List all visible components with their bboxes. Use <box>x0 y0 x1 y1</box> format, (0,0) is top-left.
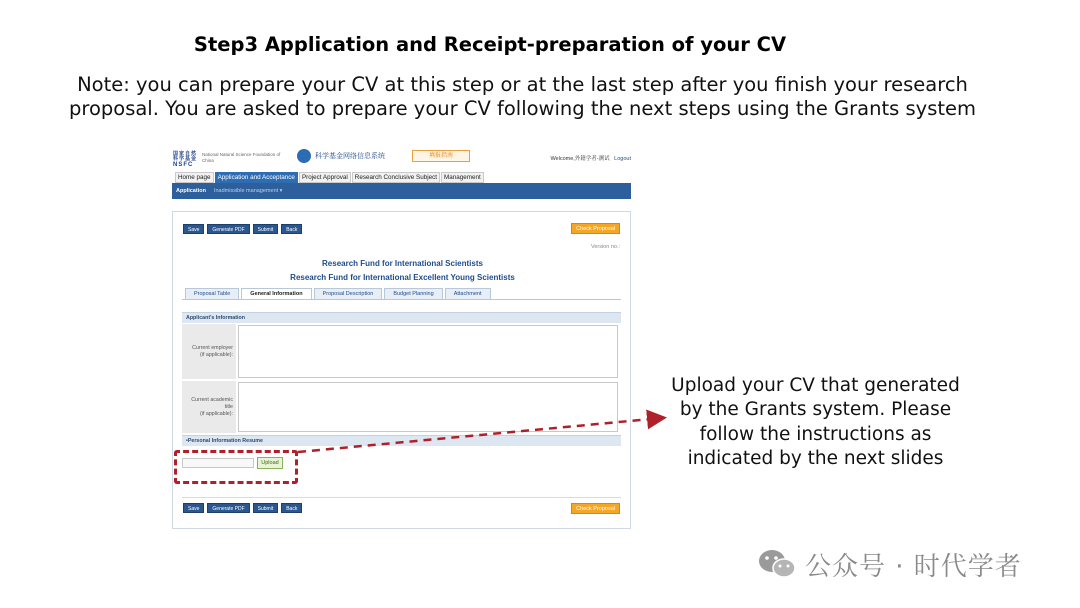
academic-title-textarea[interactable] <box>238 382 618 432</box>
nsfc-logo-icon <box>173 151 198 168</box>
logo-text: National Natural Science Foundation of China <box>202 152 281 163</box>
top-header <box>172 146 631 172</box>
nav-management[interactable]: Management <box>441 172 484 183</box>
logout-link[interactable]: Logout <box>614 156 631 162</box>
logo-mark-bottom: NSFC <box>173 162 194 168</box>
submit-button-bottom[interactable]: Submit <box>253 503 279 513</box>
watermark <box>757 547 1022 581</box>
sub-nav <box>172 183 631 199</box>
generate-pdf-button-bottom[interactable]: Generate PDF <box>207 503 249 513</box>
back-button[interactable]: Back <box>281 224 302 234</box>
generate-pdf-button[interactable]: Generate PDF <box>207 224 249 234</box>
current-employer-label <box>182 324 236 379</box>
nav-application-acceptance[interactable]: Application and Acceptance <box>215 172 298 183</box>
nav-project-approval[interactable]: Project Approval <box>299 172 351 183</box>
applicant-info-section: Applicant's Information <box>182 312 621 323</box>
logo-mark-top: 国家自然科学基金 <box>173 151 198 162</box>
academic-title-label-line2: title <box>224 403 233 410</box>
guide-badge[interactable]: 填报指南 <box>412 150 470 162</box>
slide-title: Step3 Application and Receipt-preparation of your CV <box>193 33 787 56</box>
tab-general-information[interactable]: General Information <box>241 288 311 300</box>
tab-proposal-table[interactable]: Proposal Table <box>185 288 239 300</box>
check-proposal-button-bottom[interactable]: Check Proposal <box>571 503 620 514</box>
current-employer-label-line1: Current employer <box>192 344 233 351</box>
tab-attachment[interactable]: Attachment <box>445 288 491 300</box>
upload-highlight-box <box>174 450 298 484</box>
tab-budget-planning[interactable]: Budget Planning <box>384 288 442 300</box>
back-button-bottom[interactable]: Back <box>281 503 302 513</box>
callout-text: Upload your CV that generated by the Grants system. Please follow the instructions as indicated by the next slides <box>671 375 960 469</box>
upload-button[interactable]: Upload <box>257 457 283 469</box>
personal-resume-section: •Personal Information Resume <box>182 435 621 446</box>
academic-title-label-line1: Current academic <box>191 396 233 403</box>
welcome-text: Welcome,外籍学者-测试 <box>550 156 610 162</box>
nav-research-conclusive[interactable]: Research Conclusive Subject <box>352 172 440 183</box>
subnav-application[interactable]: Application <box>176 188 206 194</box>
footer-divider <box>182 497 621 498</box>
watermark-text: 公众号 · 时代学者 <box>805 551 1022 582</box>
wechat-icon <box>757 548 797 580</box>
system-globe-icon <box>297 149 311 163</box>
form-title: Research Fund for International Scientists <box>322 259 483 268</box>
nav-home[interactable]: Home page <box>175 172 214 183</box>
academic-title-label-line3: (if applicable): <box>200 410 233 417</box>
check-proposal-button[interactable]: Check Proposal <box>571 223 620 234</box>
top-toolbar <box>183 224 302 234</box>
current-employer-label-line2: (if applicable): <box>200 351 233 358</box>
system-title: 科学基金网络信息系统 <box>315 153 385 160</box>
save-button[interactable]: Save <box>183 224 204 234</box>
tab-divider <box>182 299 621 300</box>
current-employer-textarea[interactable] <box>238 325 618 378</box>
version-label: Version no.: <box>590 244 620 250</box>
academic-title-label <box>182 381 236 433</box>
save-button-bottom[interactable]: Save <box>183 503 204 513</box>
slide-note: Note: you can prepare your CV at this step or at the last step after you finish your research proposal. You are asked to prepare your CV following the next steps using the Grants system <box>68 73 976 120</box>
main-nav <box>175 172 485 183</box>
nsfc-logo <box>172 150 290 166</box>
welcome-area <box>550 154 631 162</box>
submit-button[interactable]: Submit <box>253 224 279 234</box>
form-subtitle: Research Fund for International Excellent Young Scientists <box>290 273 515 282</box>
tab-proposal-description[interactable]: Proposal Description <box>314 288 383 300</box>
bottom-toolbar <box>183 503 302 513</box>
subnav-inadmissible[interactable]: Inadmissible management ▾ <box>213 188 283 194</box>
